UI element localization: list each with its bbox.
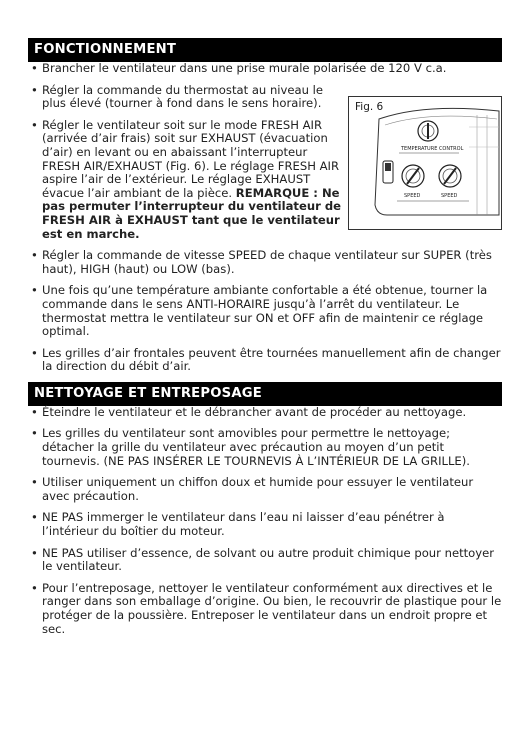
list-item-text: Régler le ventilateur soit sur le mode FRESH AIR (arrivée d’air frais) soit sur EXHAUST (évacuation d’air) en levant ou en abaissant l’interrupteur FRESH AIR/EXHAUST (Fig. 6). Le réglage FRESH AIR aspire l’air de l’extérieur. Le réglage EXHAUST évacue l’air ambiant de la pièce.: [42, 117, 340, 200]
panel-title: TEMPERATURE CONTROL: [401, 146, 464, 152]
list-item: • Régler la commande de vitesse SPEED de chaque ventilateur sur SUPER (très haut), HIGH (haut) ou LOW (bas).: [28, 249, 502, 276]
list-item: • Éteindre le ventilateur et le débrancher avant de procéder au nettoyage.: [28, 406, 502, 420]
figure-6: [348, 96, 502, 230]
list-item: • NE PAS utiliser d’essence, de solvant ou autre produit chimique pour nettoyer le ventilateur.: [28, 547, 502, 574]
list-item: • Brancher le ventilateur dans une prise murale polarisée de 120 V c.a.: [28, 62, 502, 76]
list-item: • Les grilles du ventilateur sont amovibles pour permettre le nettoyage; détacher la grille du ventilateur avec précaution au moyen d’un petit tournevis. (NE PAS INSÉRER LE TOURNEVIS À L’INTÉRIEUR DE LA GRILLE).: [28, 427, 502, 468]
remark-text: REMARQUE : Ne pas permuter l’interrupteur du ventilateur de FRESH AIR à EXHAUST tant que le ventilateur est en marche.: [42, 185, 341, 241]
speed-label-2: SPEED: [441, 193, 458, 199]
section-header-nettoyage: NETTOYAGE ET ENTREPOSAGE: [28, 382, 502, 406]
list-item: • Pour l’entreposage, nettoyer le ventilateur conformément aux directives et le ranger dans son emballage d’origine. Ou bien, le recouvrir de plastique pour le protéger de la poussière. Entreposer le ventilateur dans un endroit propre et sec.: [28, 582, 502, 636]
list-item: • Régler la commande du thermostat au niveau le plus élevé (tourner à fond dans le sens horaire).: [28, 84, 342, 111]
section-header-fonctionnement: FONCTIONNEMENT: [28, 38, 502, 62]
nettoyage-list: [28, 406, 502, 636]
list-item: • NE PAS immerger le ventilateur dans l’eau ni laisser d’eau pénétrer à l’intérieur du boîtier du moteur.: [28, 511, 502, 538]
list-item: • Les grilles d’air frontales peuvent être tournées manuellement afin de changer la direction du débit d’air.: [28, 347, 502, 374]
list-item: • Une fois qu’une température ambiante confortable a été obtenue, tourner la commande dans le sens ANTI-HORAIRE jusqu’à l’arrêt du ventilateur. Le thermostat mettra le ventilateur sur ON et OFF afin de maintenir ce réglage optimal.: [28, 284, 502, 338]
speed-label-1: SPEED: [404, 193, 421, 199]
control-panel-illustration: [349, 97, 501, 229]
page: [28, 38, 502, 644]
figure-label: Fig. 6: [355, 101, 384, 113]
list-item: [28, 119, 342, 241]
list-item: • Utiliser uniquement un chiffon doux et humide pour essuyer le ventilateur avec précaution.: [28, 476, 502, 503]
